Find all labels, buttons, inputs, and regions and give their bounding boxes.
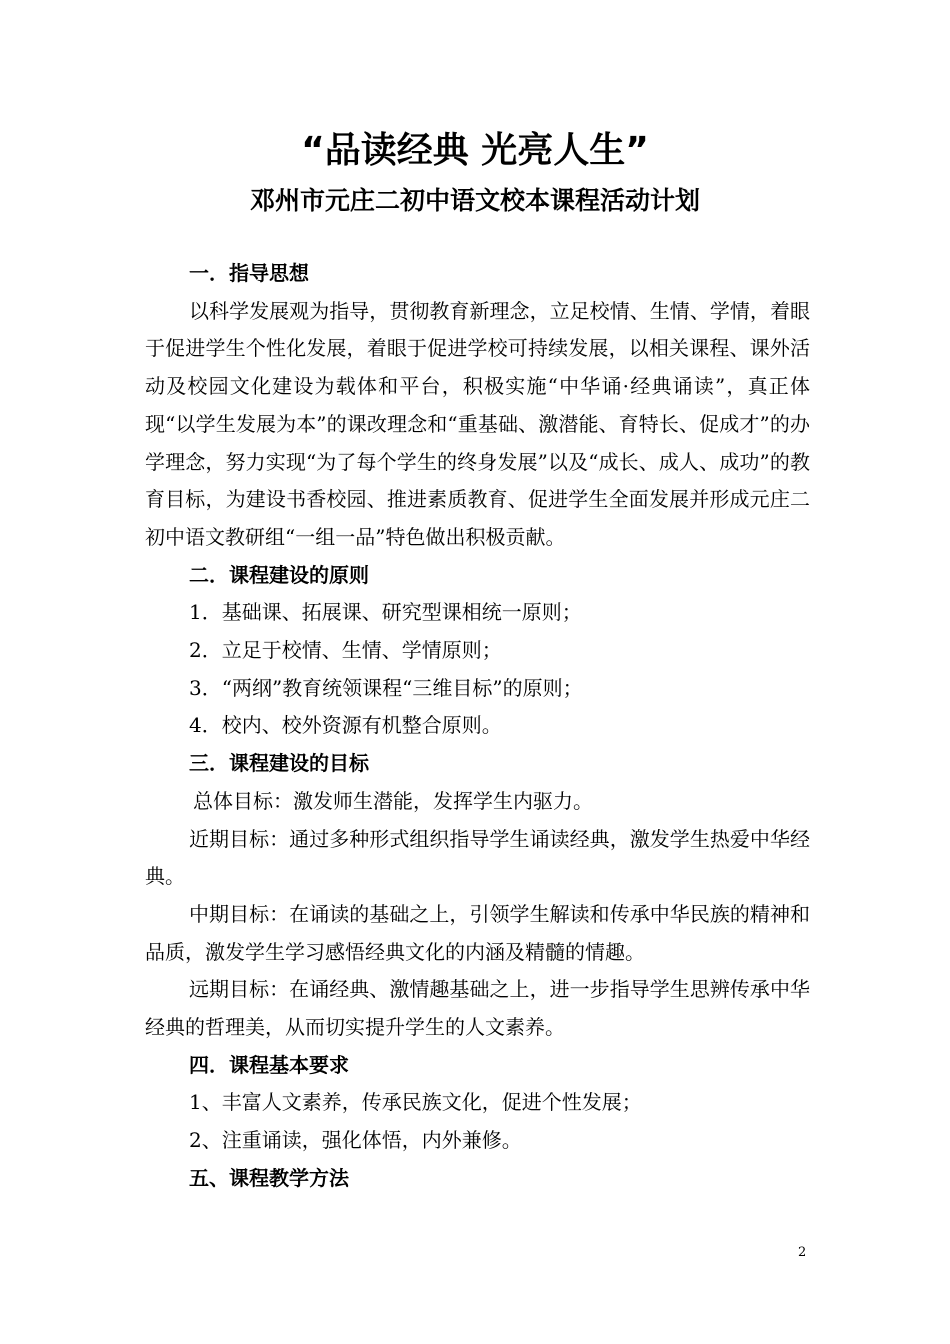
principle-item: 2．立足于校情、生情、学情原则； <box>189 638 502 663</box>
section-heading-requirements: 四．课程基本要求 <box>189 1052 349 1077</box>
guiding-thought-paragraph: 以科学发展观为指导，贯彻教育新理念，立足校情、生情、学情，着眼于促进学生个性化发展，着眼于促进学校可持续发展，以相关课程、课外活动及校园文化建设为载体和平台，积极实施“中华诵·经典诵读”，真正体现“以学生发展为本”的课改理念和“重基础、激潜能、育特长、促成才”的办学理念，努力实现“为了每个学生的终身发展”以及“成长、成人、成功”的教育目标，为建设书香校园、推进素质教育、促进学生全面发展并形成元庄二初中语文教研组“一组一品”特色做出积极贡献。 <box>145 298 810 549</box>
principle-item: 3．“两纲”教育统领课程“三维目标”的原则； <box>189 675 583 700</box>
document-subtitle: 邓州市元庄二初中语文校本课程活动计划 <box>249 186 700 215</box>
goal-overall: 总体目标：激发师生潜能，发挥学生内驱力。 <box>193 788 593 813</box>
section-heading-goals: 三．课程建设的目标 <box>189 751 369 776</box>
page-number: 2 <box>798 1245 807 1260</box>
section-heading-principles: 二．课程建设的原则 <box>189 562 369 587</box>
principle-item: 4．校内、校外资源有机整合原则。 <box>189 713 502 738</box>
requirement-item: 2、注重诵读，强化体悟，内外兼修。 <box>189 1128 522 1153</box>
goal-mid-term: 中期目标：在诵读的基础之上，引领学生解读和传承中华民族的精神和品质，激发学生学习感悟经典文化的内涵及精髓的情趣。 <box>145 901 810 964</box>
section-heading-teaching-methods: 五、课程教学方法 <box>189 1165 349 1190</box>
goal-near-term: 近期目标：通过多种形式组织指导学生诵读经典，激发学生热爱中华经典。 <box>145 826 810 889</box>
principle-item: 1．基础课、拓展课、研究型课相统一原则； <box>189 600 582 625</box>
section-heading-guiding-thought: 一．指导思想 <box>189 261 309 285</box>
requirement-item: 1、丰富人文素养，传承民族文化，促进个性发展； <box>189 1090 642 1115</box>
document-body <box>145 255 810 1198</box>
document-title: “品读经典 光亮人生” <box>301 130 649 171</box>
goal-long-term: 远期目标：在诵经典、激情趣基础之上，进一步指导学生思辨传承中华经典的哲理美，从而切实提升学生的人文素养。 <box>145 977 810 1040</box>
